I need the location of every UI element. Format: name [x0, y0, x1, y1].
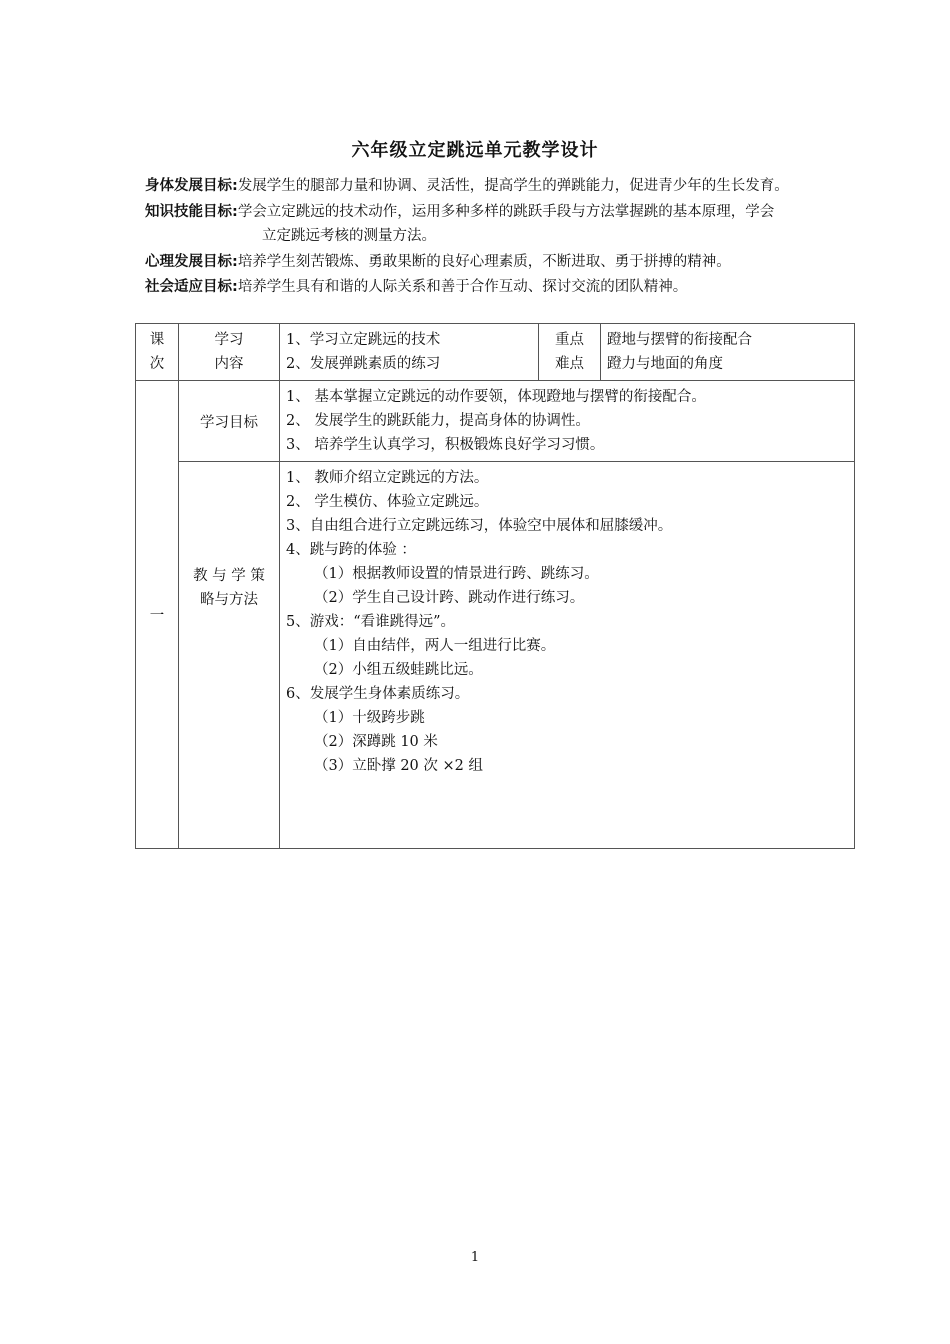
study-header-line2: 内容 — [214, 356, 244, 372]
page-title: 六年级立定跳远单元教学设计 — [351, 140, 599, 161]
method-item: （1）根据教师设置的情景进行跨、跳练习。 — [314, 566, 599, 582]
goal-label-cell — [179, 381, 280, 462]
goal-psychology — [145, 250, 880, 274]
methods-content-cell — [280, 462, 855, 849]
method-item: （1）自由结伴，两人一组进行比赛。 — [314, 638, 556, 654]
goal-label: 知识技能目标: — [145, 204, 238, 220]
goal-text: 发展学生的腿部力量和协调、灵活性，提高学生的弹跳能力，促进青少年的生长发育。 — [237, 178, 789, 194]
method-item: （2）深蹲跳 10 米 — [314, 734, 438, 750]
learning-goal-item: 1、 基本掌握立定跳远的动作要领，体现蹬地与摆臂的衔接配合。 — [286, 389, 706, 405]
study-header-cell — [179, 324, 280, 381]
strategy-label-line1: 教 与 学 策 — [193, 568, 265, 584]
lesson-header-line2: 次 — [149, 356, 165, 372]
goal-label: 学习目标 — [200, 414, 258, 431]
lesson-header-line1: 课 — [149, 332, 165, 348]
lesson-plan-table — [135, 323, 855, 849]
header-row — [136, 324, 855, 381]
lesson-number-cell — [136, 381, 179, 849]
goal-text: 学会立定跳远的技术动作，运用多种多样的跳跃手段与方法掌握跳的基本原理，学会 — [237, 204, 775, 220]
key-header-line2: 难点 — [555, 356, 584, 372]
study-content-item: 1、学习立定跳远的技术 — [286, 332, 441, 348]
learning-goal-item: 2、 发展学生的跳跃能力，提高身体的协调性。 — [286, 413, 590, 429]
goal-knowledge — [145, 200, 880, 248]
strategy-label-line2: 略与方法 — [200, 592, 258, 608]
method-item: 5、游戏：“看谁跳得远”。 — [286, 614, 456, 630]
goal-text-continued: 立定跳远考核的测量方法。 — [262, 228, 436, 244]
study-header-line1: 学习 — [214, 332, 244, 348]
goal-physical — [145, 174, 880, 198]
study-content-cell — [280, 324, 539, 381]
study-content-item: 2、发展弹跳素质的练习 — [286, 356, 441, 372]
goal-text: 培养学生刻苦锻炼、勇敢果断的良好心理素质，不断进取、勇于拼搏的精神。 — [237, 254, 731, 270]
method-item: 3、自由组合进行立定跳远练习，体验空中展体和屈膝缓冲。 — [286, 518, 673, 534]
method-item: （3）立卧撑 20 次 ×2 组 — [314, 758, 483, 774]
goals-row — [136, 381, 855, 462]
key-point-text: 蹬地与摆臂的衔接配合 — [607, 332, 752, 348]
method-item: （2）学生自己设计跨、跳动作进行练习。 — [314, 590, 585, 606]
method-item: 6、发展学生身体素质练习。 — [286, 686, 470, 702]
key-header-line1: 重点 — [555, 332, 584, 348]
method-item: （2）小组五级蛙跳比远。 — [314, 662, 483, 678]
key-header-cell — [539, 324, 601, 381]
lesson-header-cell — [136, 324, 179, 381]
method-item: （1）十级跨步跳 — [314, 710, 425, 726]
key-content-cell — [601, 324, 855, 381]
methods-row — [136, 462, 855, 849]
method-item: 2、 学生模仿、体验立定跳远。 — [286, 494, 489, 510]
goal-label: 社会适应目标: — [145, 279, 238, 295]
difficulty-text: 蹬力与地面的角度 — [607, 356, 723, 372]
method-item: 4、跳与跨的体验 ： — [286, 542, 416, 558]
method-item: 1、 教师介绍立定跳远的方法。 — [286, 470, 489, 486]
goal-label: 身体发展目标: — [145, 178, 238, 194]
lesson-number: 一 — [149, 608, 165, 624]
goals-content-cell — [280, 381, 855, 462]
goal-label: 心理发展目标: — [145, 254, 238, 270]
page-number: 1 — [470, 1250, 480, 1265]
goal-text: 培养学生具有和谐的人际关系和善于合作互动、探讨交流的团队精神。 — [237, 279, 688, 295]
goal-social — [145, 275, 880, 299]
strategy-label-cell — [179, 462, 280, 849]
learning-goal-item: 3、 培养学生认真学习，积极锻炼良好学习习惯。 — [286, 437, 605, 453]
